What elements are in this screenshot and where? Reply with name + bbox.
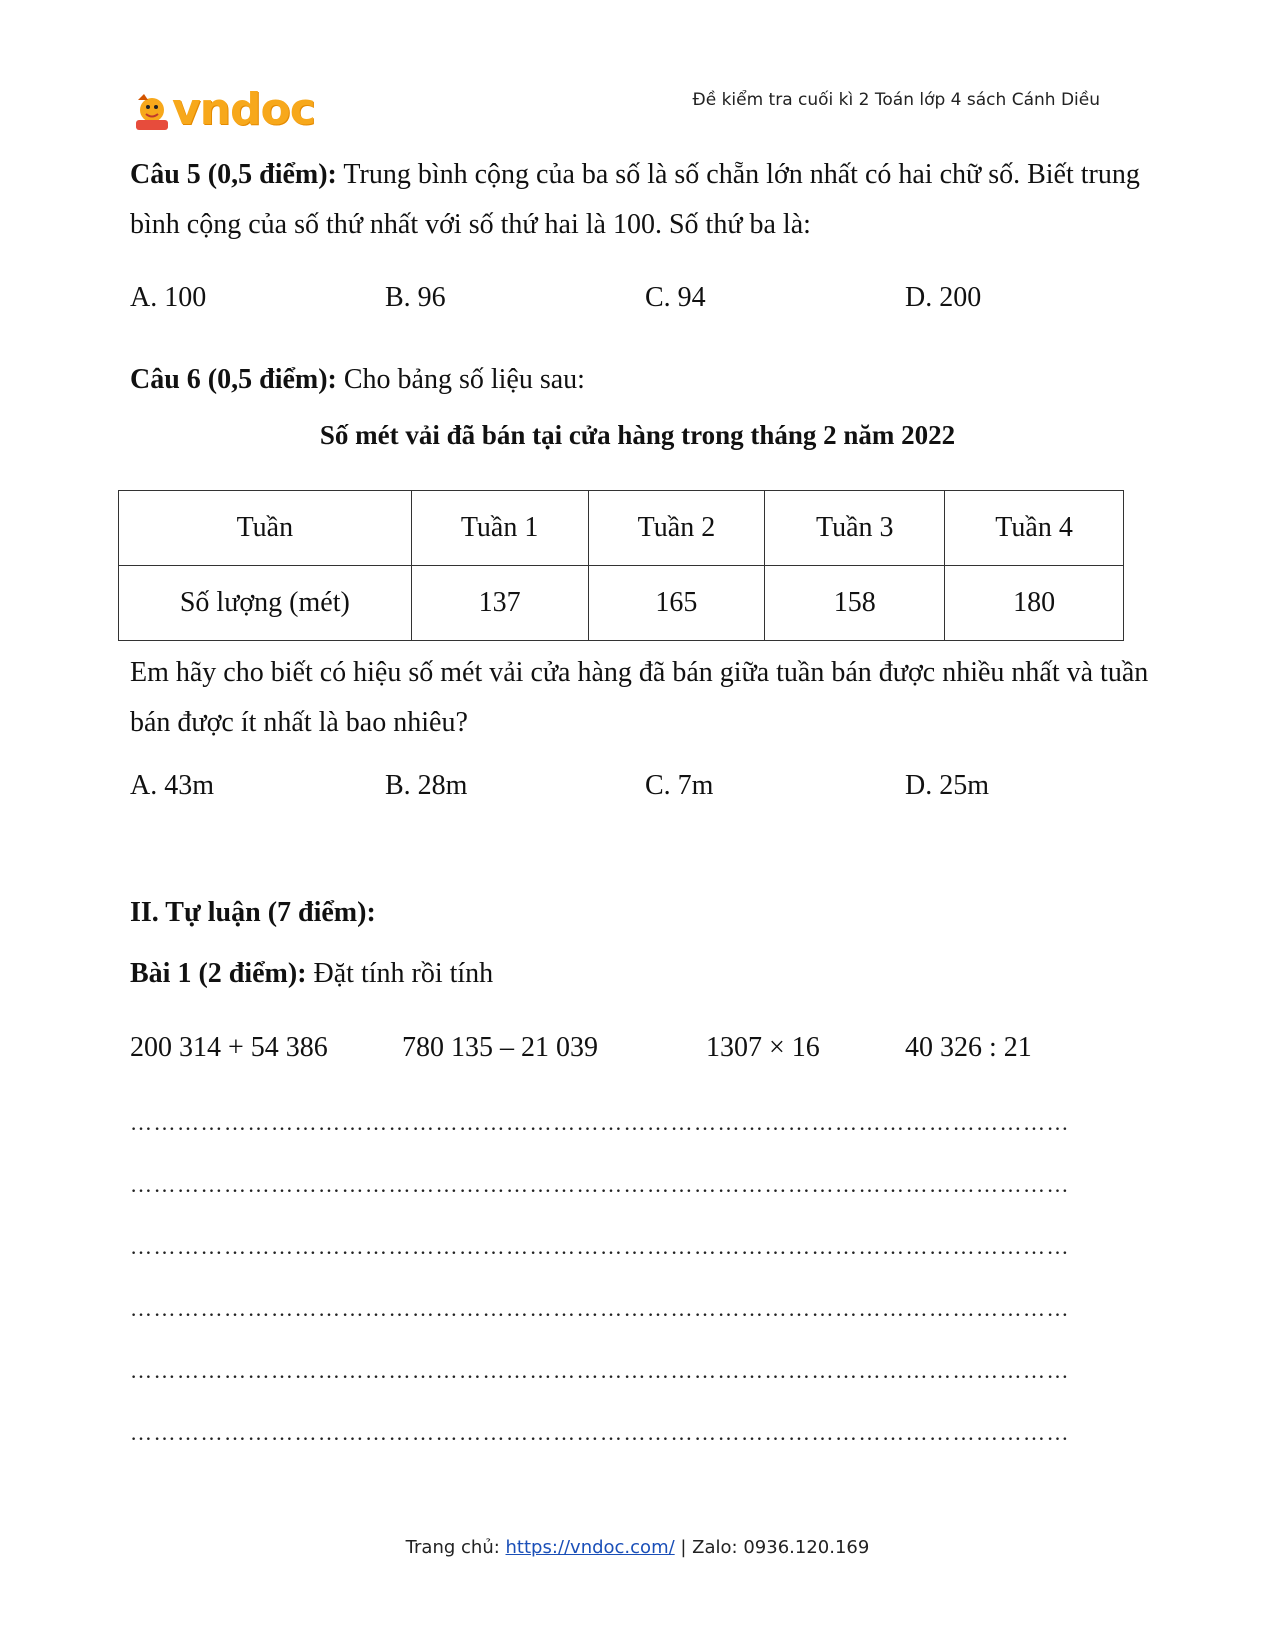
table-title: Số mét vải đã bán tại cửa hàng trong tháng 2 năm 2022 <box>319 420 956 450</box>
exercise-1-text: Đặt tính rồi tính <box>306 958 494 989</box>
table-cell: 165 <box>588 566 765 641</box>
table-cell: Tuần 3 <box>765 491 945 566</box>
exercise-1 <box>130 958 493 990</box>
table-row <box>119 566 1124 641</box>
answer-line: ………………………………………………………………………………………………………… <box>130 1358 1070 1383</box>
question-5 <box>130 150 1160 250</box>
q5-option-c: C. 94 <box>645 282 706 313</box>
question-6-label: Câu 6 (0,5 điểm): <box>130 364 337 395</box>
q6-option-b: B. 28m <box>385 770 468 801</box>
question-6-prompt: Em hãy cho biết có hiệu số mét vải cửa hàng đã bán giữa tuần bán được nhiều nhất và tuần bán được ít nhất là bao nhiêu? <box>130 657 1149 738</box>
q5-option-b: B. 96 <box>385 282 446 313</box>
question-6 <box>130 355 1160 405</box>
table-cell: Tuần 2 <box>588 491 765 566</box>
q6-option-c: C. 7m <box>645 770 714 801</box>
footer-prefix: Trang chủ: <box>405 1537 506 1558</box>
q6-option-a: A. 43m <box>130 770 214 801</box>
table-cell: Tuần 4 <box>945 491 1124 566</box>
mascot-icon <box>130 90 174 134</box>
q5-option-d: D. 200 <box>905 282 982 313</box>
table-cell: Tuần 1 <box>411 491 588 566</box>
calc-item: 780 135 – 21 039 <box>402 1032 598 1063</box>
logo-text: vndoc <box>172 84 315 135</box>
question-5-label: Câu 5 (0,5 điểm): <box>130 159 337 190</box>
table-cell: 180 <box>945 566 1124 641</box>
table-cell: Số lượng (mét) <box>119 566 412 641</box>
section-heading: II. Tự luận (7 điểm): <box>130 897 376 928</box>
table-cell: Tuần <box>119 491 412 566</box>
calc-item: 200 314 + 54 386 <box>130 1032 328 1063</box>
calc-item: 1307 × 16 <box>706 1032 820 1063</box>
question-6-text: Cho bảng số liệu sau: <box>336 364 585 395</box>
answer-line: ………………………………………………………………………………………………………… <box>130 1234 1070 1259</box>
page-footer <box>0 1537 1275 1558</box>
table-cell: 137 <box>411 566 588 641</box>
homepage-link[interactable]: https://vndoc.com/ <box>505 1537 675 1558</box>
q6-option-d: D. 25m <box>905 770 989 801</box>
answer-line: ………………………………………………………………………………………………………… <box>130 1110 1070 1135</box>
table-header-row <box>119 491 1124 566</box>
question-5-text: Trung bình cộng của ba số là số chẵn lớn nhất có hai chữ số. Biết trung bình cộng của số thứ nhất với số thứ hai là 100. Số thứ ba là: <box>130 159 1140 240</box>
calc-item: 40 326 : 21 <box>905 1032 1032 1063</box>
q5-option-a: A. 100 <box>130 282 207 313</box>
table-cell: 158 <box>765 566 945 641</box>
answer-line: ………………………………………………………………………………………………………… <box>130 1420 1070 1445</box>
data-table <box>118 490 1124 641</box>
footer-suffix: | Zalo: 0936.120.169 <box>674 1537 870 1558</box>
vndoc-logo <box>130 84 320 138</box>
answer-line: ………………………………………………………………………………………………………… <box>130 1296 1070 1321</box>
answer-line: ………………………………………………………………………………………………………… <box>130 1172 1070 1197</box>
exercise-1-label: Bài 1 (2 điểm): <box>130 958 307 989</box>
document-header-title: Đề kiểm tra cuối kì 2 Toán lớp 4 sách Cánh Diều <box>692 90 1100 110</box>
